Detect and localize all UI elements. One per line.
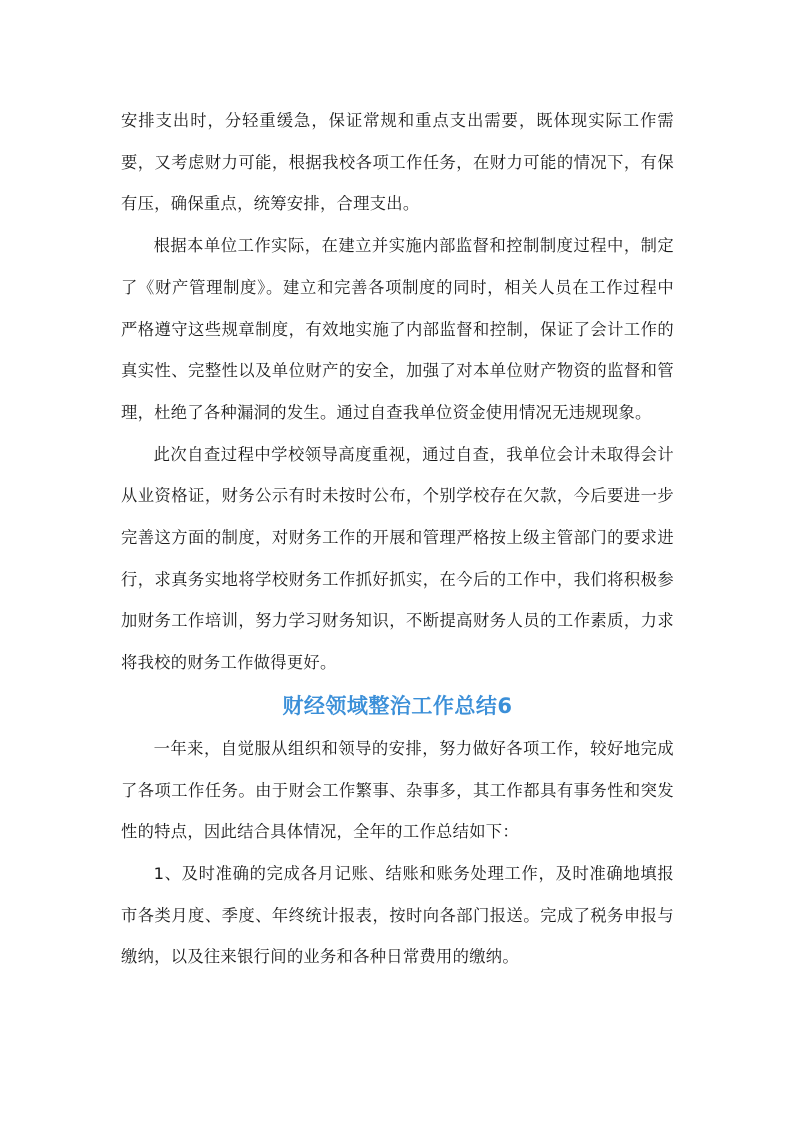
section-heading: 财经领域整治工作总结6 <box>282 693 513 718</box>
paragraph-self-inspection: 此次自查过程中学校领导高度重视，通过自查，我单位会计未取得会计从业资格证，财务公示有时未按时公布，个别学校存在欠款，今后要进一步完善这方面的制度，对财务工作的开展和管理严格按上级主管部门的要求进行，求真务实地将学校财务工作抓好抓实，在今后的工作中，我们将积极参加财务工作培训，努力学习财务知识，不断提高财务人员的工作素质，力求将我校的财务工作做得更好。 <box>121 444 674 673</box>
paragraph-internal-control: 根据本单位工作实际，在建立并实施内部监督和控制制度过程中，制定了《财产管理制度》。建立和完善各项制度的同时，相关人员在工作过程中严格遵守这些规章制度，有效地实施了内部监督和控制，保证了会计工作的真实性、完整性以及单位财产的安全，加强了对本单位财产物资的监督和管理，杜绝了各种漏洞的发生。通过自查我单位资金使用情况无违规现象。 <box>121 236 674 422</box>
paragraph-budget-spending: 安排支出时，分轻重缓急，保证常规和重点支出需要，既体现实际工作需要，又考虑财力可能，根据我校各项工作任务，在财力可能的情况下，有保有压，确保重点，统筹安排，合理支出。 <box>121 111 674 214</box>
paragraph-year-summary: 一年来，自觉服从组织和领导的安排，努力做好各项工作，较好地完成了各项工作任务。由于财会工作繁事、杂事多，其工作都具有事务性和突发性的特点，因此结合具体情况，全年的工作总结如下： <box>121 738 674 842</box>
document-page <box>121 100 674 978</box>
paragraph-item-1: 1、及时准确的完成各月记账、结账和账务处理工作，及时准确地填报市各类月度、季度、年终统计报表，按时向各部门报送。完成了税务申报与缴纳，以及往来银行间的业务和各种日常费用的缴纳。 <box>121 863 674 967</box>
